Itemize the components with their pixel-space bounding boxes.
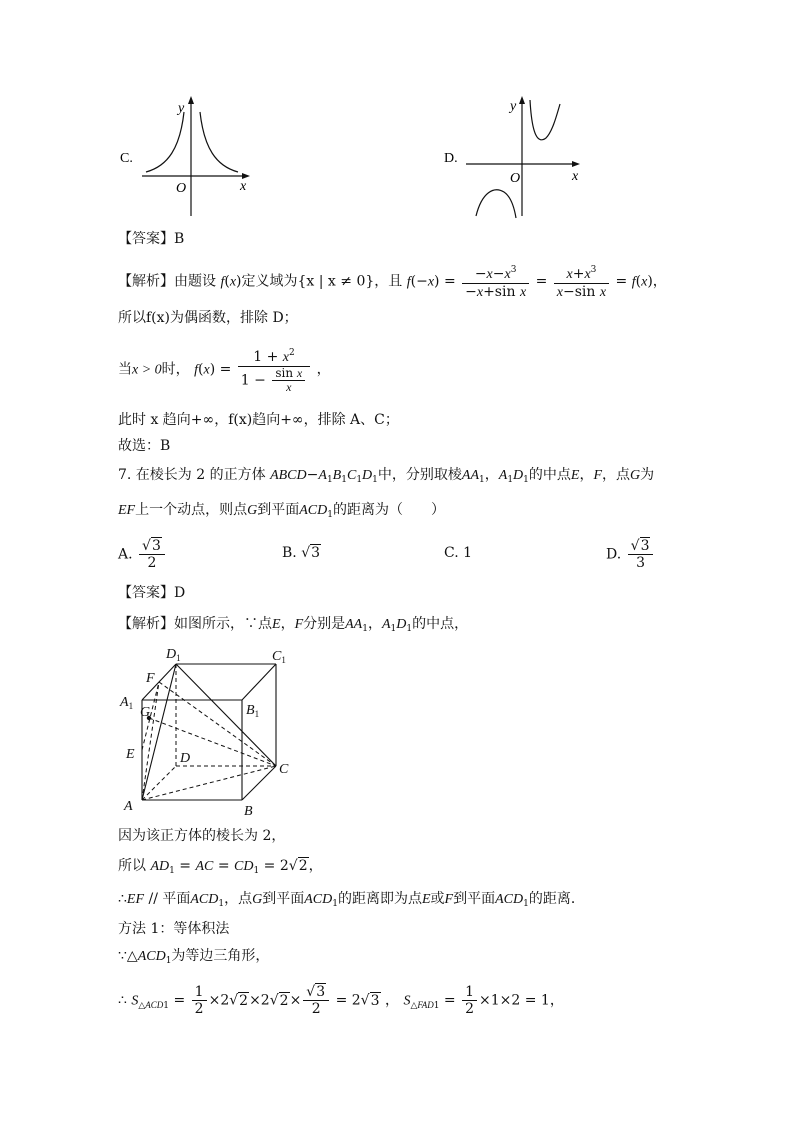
label-a1: A bbox=[120, 695, 129, 710]
label-d1: D bbox=[166, 647, 177, 662]
curve-right bbox=[530, 100, 560, 140]
analysis-7-line-6: $\because\triangle ACD_1$为等边三角形， bbox=[118, 948, 270, 966]
label-a: A bbox=[124, 799, 133, 814]
svg-text:C1: $C_1$ bbox=[272, 649, 286, 665]
axis-x-label: x bbox=[240, 179, 247, 194]
y-arrow bbox=[519, 96, 525, 104]
label-g: G bbox=[140, 705, 151, 720]
question-7-line-2: EF上一个动点，则点G到平面$ACD_1$的距离为（ ） bbox=[118, 502, 445, 520]
label-c: C bbox=[279, 762, 289, 777]
label-d: D bbox=[180, 751, 191, 766]
option-d[interactable]: D. $\frac{√3}{3}$ bbox=[606, 538, 655, 571]
axis-y-label: y bbox=[510, 99, 517, 114]
origin-label: O bbox=[176, 181, 187, 196]
x-arrow bbox=[572, 161, 580, 167]
analysis-7-line-5: 方法 1：等体积法 bbox=[118, 921, 230, 937]
analysis-7-line-2: 因为该正方体的棱长为 2， bbox=[118, 828, 286, 844]
graph-d bbox=[442, 96, 592, 221]
analysis-6-line-4: 此时 x 趋向+∞，f(x)趋向+∞，排除 A、C； bbox=[118, 412, 399, 428]
analysis-7-line-3: 所以 $AD_1$ = AC = $CD_1 = 2√2$， bbox=[118, 858, 323, 876]
analysis-6-line-2: 所以f(x)为偶函数，排除 D； bbox=[118, 310, 298, 326]
analysis-6-line-1: 【解析】由题设 f(x)定义域为{x | x ≠ 0}，且 f(−x) = $\frac{-x-x^3}{\text{−x+sin x}}$ = $\frac{x+x^3}{\text{x−sin x}}$ = f(x)， bbox=[118, 262, 667, 301]
label-e: E bbox=[126, 747, 135, 762]
label-b1: B bbox=[246, 703, 255, 718]
graph-d-label: D. bbox=[444, 151, 458, 166]
option-b[interactable]: B. √3 bbox=[282, 545, 321, 561]
analysis-7-line-1: 【解析】如图所示，∵点E，F分别是$AA_1$，$A_1D_1$的中点， bbox=[118, 616, 469, 634]
origin-label: O bbox=[510, 171, 521, 186]
svg-text:B1: $B_1$ bbox=[246, 703, 260, 719]
analysis-7-line-7: ∴ $S_{\triangle ACD1}$ = $\frac{1}{2}$ ×2√2×2√2× $\frac{√3}{2}$ = 2√3 ， $S_{\triangle FAD1}$ = $\frac{1}{2}$ ×1×2 = 1， bbox=[118, 984, 564, 1017]
question-7-line-1: 7. 在棱长为 2 的正方体 $ABCD-A_1B_1C_1D_1$中，分别取棱$AA_1$，$A_1D_1$的中点E，F，点G为 bbox=[118, 467, 655, 485]
graph-c-label: C. bbox=[120, 151, 133, 166]
svg-text:D1: $D_1$ bbox=[166, 647, 181, 663]
answer-7: 【答案】D bbox=[118, 585, 186, 601]
y-arrow bbox=[188, 96, 194, 104]
label-b: B bbox=[244, 804, 253, 819]
axis-x-label: x bbox=[572, 169, 579, 184]
curve-left bbox=[146, 112, 184, 172]
option-c[interactable]: C. 1 bbox=[444, 545, 473, 561]
cube-figure bbox=[118, 642, 308, 822]
curve-left bbox=[476, 190, 516, 218]
analysis-6-line-5: 故选：B bbox=[118, 438, 171, 454]
option-a[interactable]: A. $\frac{√3}{2}$ bbox=[118, 538, 167, 571]
analysis-7-line-4: ∴EF // 平面$ACD_1$，点G到平面$ACD_1$的距离即为点E或F到平面$ACD_1$的距离． bbox=[118, 891, 585, 909]
answer-6: 【答案】B bbox=[118, 231, 185, 247]
curve-right bbox=[200, 112, 238, 172]
label-f: F bbox=[146, 671, 155, 686]
label-c1: C bbox=[272, 649, 282, 664]
graph-c bbox=[118, 96, 268, 221]
axis-y-label: y bbox=[178, 101, 185, 116]
svg-text:A1: $A_1$ bbox=[120, 695, 134, 711]
analysis-6-line-3: 当x > 0时， f(x) = $1 + x^2$ 1 − $\frac{\text{sin x}}{x}$ ， bbox=[118, 345, 331, 394]
